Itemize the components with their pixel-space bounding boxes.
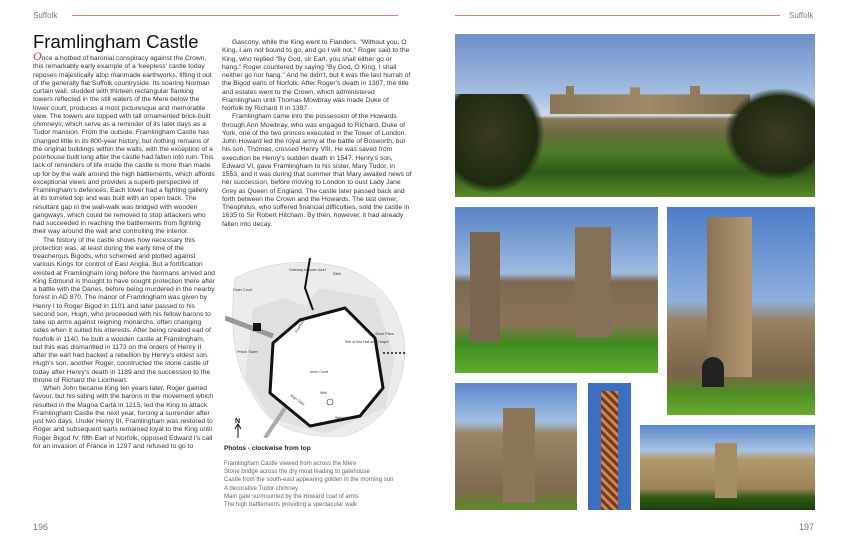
map-label-ditch: Ditch [333, 272, 342, 276]
caption: A decorative Tudor chimney [224, 485, 299, 492]
map-label-outer-court: Outer Court [233, 288, 252, 292]
paragraph [33, 237, 215, 386]
page-number-right: 197 [799, 522, 815, 532]
caption: Framlingham Castle viewed from across the Mere [224, 461, 357, 467]
paragraph-text: The history of the castle shows how necessary this protection was, at least during the early time of the treacherous Bigods, who schemed and plotted against various Kings for control of East Anglia. But a fortification existed at Framlingham long before the Normans arrived and King Edmund is thought to have sought protection there after a battle with the Danes, before being murdered in the nearby forest in AD 870. The manor of Framlingham was given by Henry I to Roger Bigod in 1101 and later passed to his second son, Hugh, who proceeded with his fellow barons to take up arms against reigning monarchs, often changing sides when it suited his interests. After being created earl of Norfolk in 1140, he built a wooden castle at Framlingham, but this was dismantled in 1173 on the orders of Henry II after the earl had backed a rebellion by Henry's eldest son. Hugh's son, another Roger, constructed the stone castle of today after Henry's death in 1189 and the succession to the throne of Richard the Lionheart. [33, 236, 215, 384]
drop-cap: O [33, 49, 42, 63]
map-label-gateway: Gateway to lower court [289, 268, 326, 272]
caption: Stone bridge across the dry moat leading to gatehouse [224, 469, 370, 476]
map-label-poorhouse: Poorhouse [294, 316, 307, 334]
paragraph-text: Framlingham came into the possession of the Howards through Ann Mowbray, who was engaged to Richard, Duke of York, one of the two princes executed in the Tower of London. John Howard led the royal army at the battle of Bosworth, but his son, Thomas, crossed Henry VIII. He was saved from execution be Henry's sudden death in 1547. Henry's son, Edward VI, gave Framlingham to his sister, Mary Tudor, in 1553, and it was during that summer that Mary awaited news of her succession, before moving to London to oust Lady Jane Grey as Queen of England. The castle later passed back and forth between the Crown and the Howards. The last owner, Theophilus, who suffered financial difficulties, sold the castle in 1635 to Sir Robert Hitcham. By then, however, it had already fallen into decay. [222, 113, 412, 228]
page-title: Framlingham Castle [33, 31, 199, 52]
paragraph-text: When John became King ten years later, Roger gained favour, but his siding with the barons in the movement which resulted in the Magna Carta in 1215, led the King to attack Framlingham Castle the next year, forcing a surrender after just two days. Under Henry III, Framlingham was restored to Roger and subsequent earls remained loyal to the King until Roger Bigod IV, fifth Earl of Norfolk, opposed Edward I's call for an invasion of France in 1297 and refused to go to [33, 385, 214, 450]
page-number-left: 196 [33, 522, 49, 532]
caption: The high battlements providing a spectacular walk [224, 502, 358, 509]
running-header-right: Suffolk [789, 11, 814, 20]
paragraph [33, 385, 215, 451]
map-label-main-gate: Main Gate [289, 393, 306, 407]
north-arrow-icon [235, 418, 241, 438]
photo-decorative-tudor-chimney [588, 383, 631, 510]
map-label-first-hall: Site of first Hall and Chapel [345, 340, 389, 344]
map-label-inner-court: Inner Court [310, 370, 328, 374]
photo-castle-across-mere [455, 34, 815, 197]
map-label-well: Well [320, 391, 327, 395]
caption: Main gate surmounted by the Howard coat of arms [224, 493, 359, 500]
paragraph [33, 49, 215, 237]
map-label-stone-piers: Stone Piers [375, 332, 394, 336]
photo-tudor-chimneys-towers [455, 383, 577, 510]
running-header-left: Suffolk [33, 11, 58, 20]
text-column-1 [33, 49, 215, 451]
paragraph [222, 113, 412, 229]
photo-main-gate-coat-of-arms [640, 425, 815, 510]
captions-title: Photos - clockwise from top [224, 445, 311, 452]
photo-captions [224, 460, 393, 509]
header-rule-left [72, 15, 398, 16]
caption: Castle from the south-east appearing golden in the morning sun [224, 477, 394, 484]
map-label-wallwalk: Wallwalk [335, 416, 350, 420]
paragraph-text: Gascony, while the King went to Flanders. "Without you, O King, I am not bound to go, and go I will not," Roger said to the King, who replied "By God, sir Earl, you shall either go or hang." Roger countered by saying "By God, O King, I shall neither go nor hang." And he didn't, but it was the last hurrah of the Bigod earls of Norfolk. After Roger's death in 1307, the title and estates went to the Crown, which administered Framlingham until Thomas Mowbray was made Duke of Norfolk by Richard II in 1397. [222, 39, 411, 112]
map-label-prison-tower: Prison Tower [237, 350, 258, 354]
svg-text:N: N [235, 418, 241, 425]
text-column-2 [222, 39, 412, 229]
photo-stone-bridge-gatehouse [455, 207, 658, 373]
photo-castle-south-east [667, 207, 815, 415]
castle-plan-map [225, 258, 407, 438]
paragraph [222, 39, 412, 113]
header-rule-right [455, 15, 780, 16]
paragraph-text: nce a hotbed of baronial conspiracy against the Crown, this remarkably early example of a 'keepless' castle today reposes majestically atop manmade earthworks, lifting it out of the generally flat Suffolk countryside. Its soaring Norman curtain wall, studded with thirteen rectangular flanking towers reflected in the still waters of the Mere below the lower court, produces a most picturesque and memorable view. The towers are topped with tall ornamented brick-built chimneys, which serve as a reminder of its later days as a Tudor mansion. From the outside, Framlingham Castle has changed little in its 800-year history, but nothing remains of the original buildings within the walls, with the exception of a poorhouse built long after the castle had fallen into ruin. This lack of reminders of life inside the castle is more than made up for by the walk around the high battlements, which affords exceptional views and provides a superb perspective of Framlingham's defences. Each tower had a fighting gallery at its turreted top and was built with an open back. The resultant gap in the wall-walk was bridged with wooden gangways, which could be removed to stop attackers who had succeeded in reaching the battlements from fighting their way around the wall and controlling the interior. [33, 55, 215, 236]
